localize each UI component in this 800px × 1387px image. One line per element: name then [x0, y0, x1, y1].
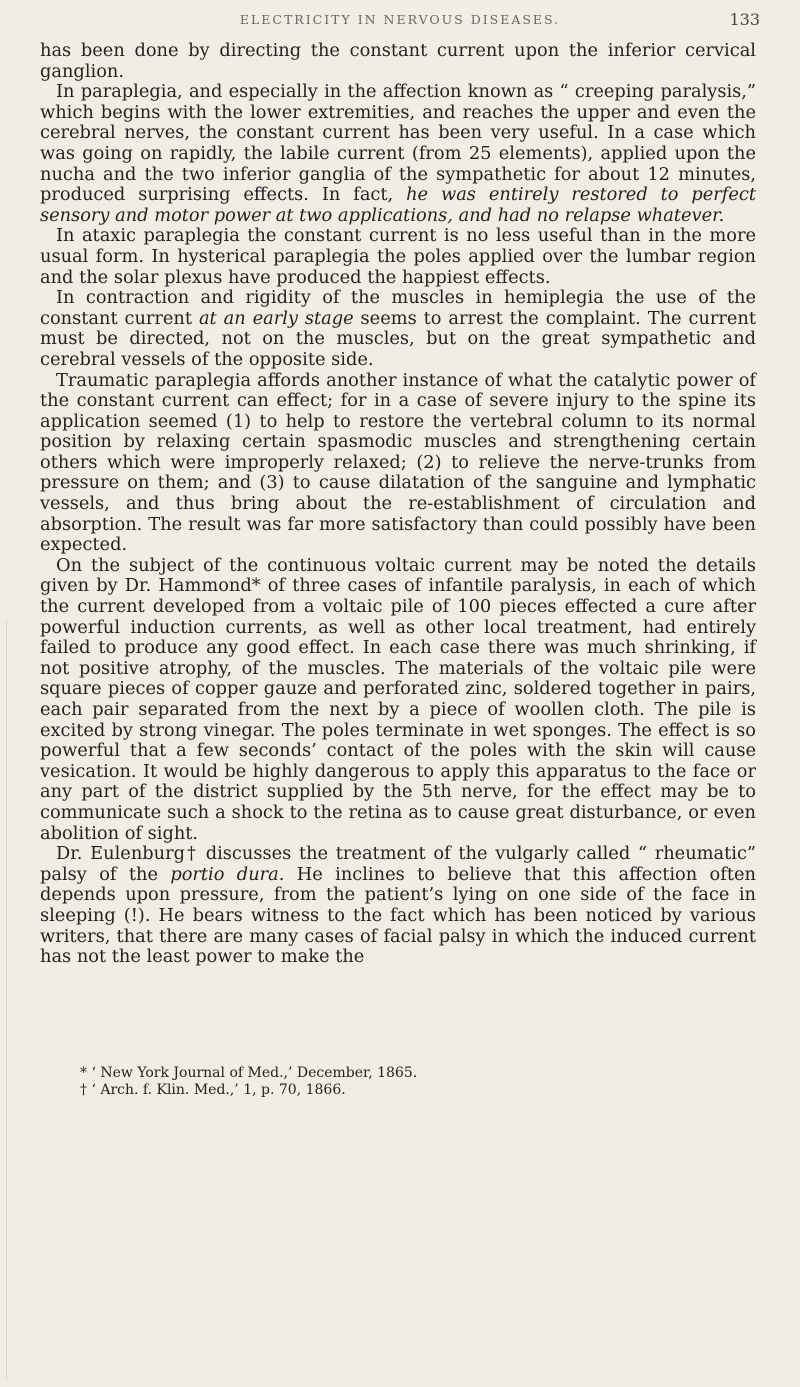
body-text: [40, 41, 756, 968]
paragraph-paraplegia: In paraplegia, and especially in the affection known as “ creeping paralysis,” which begins with the lower extremities, and reaches the upper and even the cerebral nerves, the constant current has been very useful. In a case which was going on rapidly, the labile current (from 25 elements), applied upon the nucha and the two inferior ganglia of the sympathetic for about 12 minutes, produced surprising effects. In fact, he was entirely restored to perfect sensory and motor power at two applications, and had no relapse whatever.: [40, 81, 756, 226]
paragraph-hemiplegia: In contraction and rigidity of the muscles in hemiplegia the use of the constant current at an early stage seems to arrest the complaint. The current must be directed, not on the muscles, but on the great sympathetic and cerebral vessels of the opposite side.: [40, 287, 757, 370]
running-title: ELECTRICITY IN NERVOUS DISEASES.: [239, 12, 561, 27]
paragraph-ataxic: In ataxic paraplegia the constant current is no less useful than in the more usual form. In hysterical paraplegia the poles applied over the lumbar region and the solar plexus have produced the happiest effects.: [40, 225, 756, 288]
italic-portio: portio dura.: [170, 863, 285, 885]
italic-early-stage: at an early stage: [198, 307, 354, 329]
footnote-hammond: * ‘ New York Journal of Med.,’ December, 1865.: [80, 1065, 418, 1081]
italic-restored: he was entirely restored to perfect sensory and motor power at two applications, and had no relapse whatever.: [40, 184, 756, 226]
paragraph-ganglion: has been done by directing the constant current upon the inferior cervical ganglion.: [40, 40, 756, 82]
footnote-eulenburg: † ‘ Arch. f. Klin. Med.,’ 1, p. 70, 1866.: [80, 1082, 346, 1098]
page-fold-line: [6, 620, 7, 1380]
paragraph-hammond: On the subject of the continuous voltaic current may be noted the details given by Dr. Hammond* of three cases of infantile paralysis, in each of which the current developed from a voltaic pile of 100 pieces effected a cure after powerful induction currents, as well as other local treatment, had entirely failed to produce any good effect. In each case there was much shrinking, if not positive atrophy, of the muscles. The materials of the voltaic pile were square pieces of copper gauze and perforated zinc, soldered together in pairs, each pair separated from the next by a piece of woollen cloth. The pile is excited by strong vinegar. The poles terminate in wet sponges. The effect is so powerful that a few seconds’ contact of the poles with the skin will cause vesication. It would be highly dangerous to apply this apparatus to the face or any part of the district supplied by the 5th nerve, for the effect may be to communicate such a shock to the retina as to cause great disturbance, or even abolition of sight.: [40, 554, 756, 844]
paragraph-traumatic: Traumatic paraplegia affords another instance of what the catalytic power of the constant current can effect; for in a case of severe injury to the spine its application seemed (1) to help to restore the vertebral column to its normal position by relaxing certain spasmodic muscles and strengthening certain others which were improperly relaxed; (2) to relieve the nerve-trunks from pressure on them; and (3) to cause dilatation of the sanguine and lymphatic vessels, and thus bring about the re-establishment of circulation and absorption. The result was far more satisfactory than could possibly have been expected.: [40, 369, 756, 556]
page-number: 133: [729, 10, 760, 29]
paragraph-eulenburg: Dr. Eulenburg† discusses the treatment of the vulgarly called “ rheumatic” palsy of the portio dura. He inclines to believe that this affection often depends upon pressure, from the patient’s lying on one side of the face in sleeping (!). He bears witness to the fact which has been noticed by various writers, that there are many cases of facial palsy in which the induced current has not the least power to make the: [40, 843, 756, 968]
footnotes: [40, 1065, 756, 1099]
running-head: [0, 12, 800, 34]
